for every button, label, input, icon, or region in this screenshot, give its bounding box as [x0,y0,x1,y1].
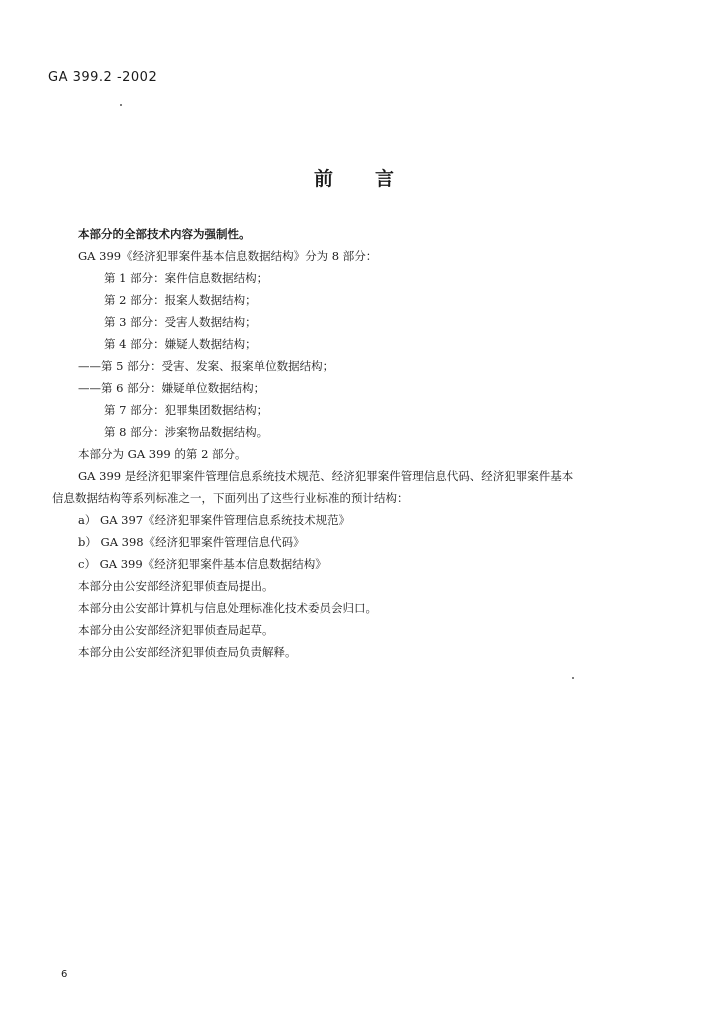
list-item: 第 4 部分：嫌疑人数据结构； [104,337,257,351]
title-char-1: 前 [313,168,335,190]
text-line: 本部分由公安部计算机与信息处理标准化技术委员会归口。 [78,601,377,615]
speck-mark [120,104,122,106]
list-item: 第 3 部分：受害人数据结构； [104,315,257,329]
title-char-2: 言 [375,168,397,190]
list-item: 第 1 部分：案件信息数据结构； [104,271,269,285]
list-item: a） GA 397《经济犯罪案件管理信息系统技术规范》 [78,513,351,527]
document-number: GA 399.2 -2002 [48,70,158,85]
list-item: 第 8 部分：涉案物品数据结构。 [104,425,269,439]
text-line: 本部分由公安部经济犯罪侦查局负责解释。 [78,645,297,659]
list-item: 第 2 部分：报案人数据结构； [104,293,257,307]
text-line: 本部分的全部技术内容为强制性。 [78,227,251,241]
text-line: 本部分由公安部经济犯罪侦查局提出。 [78,579,274,593]
text-line: 本部分为 GA 399 的第 2 部分。 [78,447,247,461]
text-line: GA 399《经济犯罪案件基本信息数据结构》分为 8 部分： [78,249,378,263]
list-item: b） GA 398《经济犯罪案件管理信息代码》 [78,535,305,549]
text-line: 本部分由公安部经济犯罪侦查局起草。 [78,623,274,637]
list-item: ——第 6 部分：嫌疑单位数据结构； [78,381,266,395]
text-line: GA 399 是经济犯罪案件管理信息系统技术规范、经济犯罪案件管理信息代码、经济犯罪案件基本 [78,469,574,483]
speck-mark [572,677,574,679]
list-item: c） GA 399《经济犯罪案件基本信息数据结构》 [78,557,327,571]
page-number: 6 [61,969,68,980]
list-item: ——第 5 部分：受害、发案、报案单位数据结构； [78,359,335,373]
page-title [0,164,710,191]
list-item: 第 7 部分：犯罪集团数据结构； [104,403,269,417]
text-line: 信息数据结构等系列标准之一，下面列出了这些行业标准的预计结构： [52,491,409,505]
